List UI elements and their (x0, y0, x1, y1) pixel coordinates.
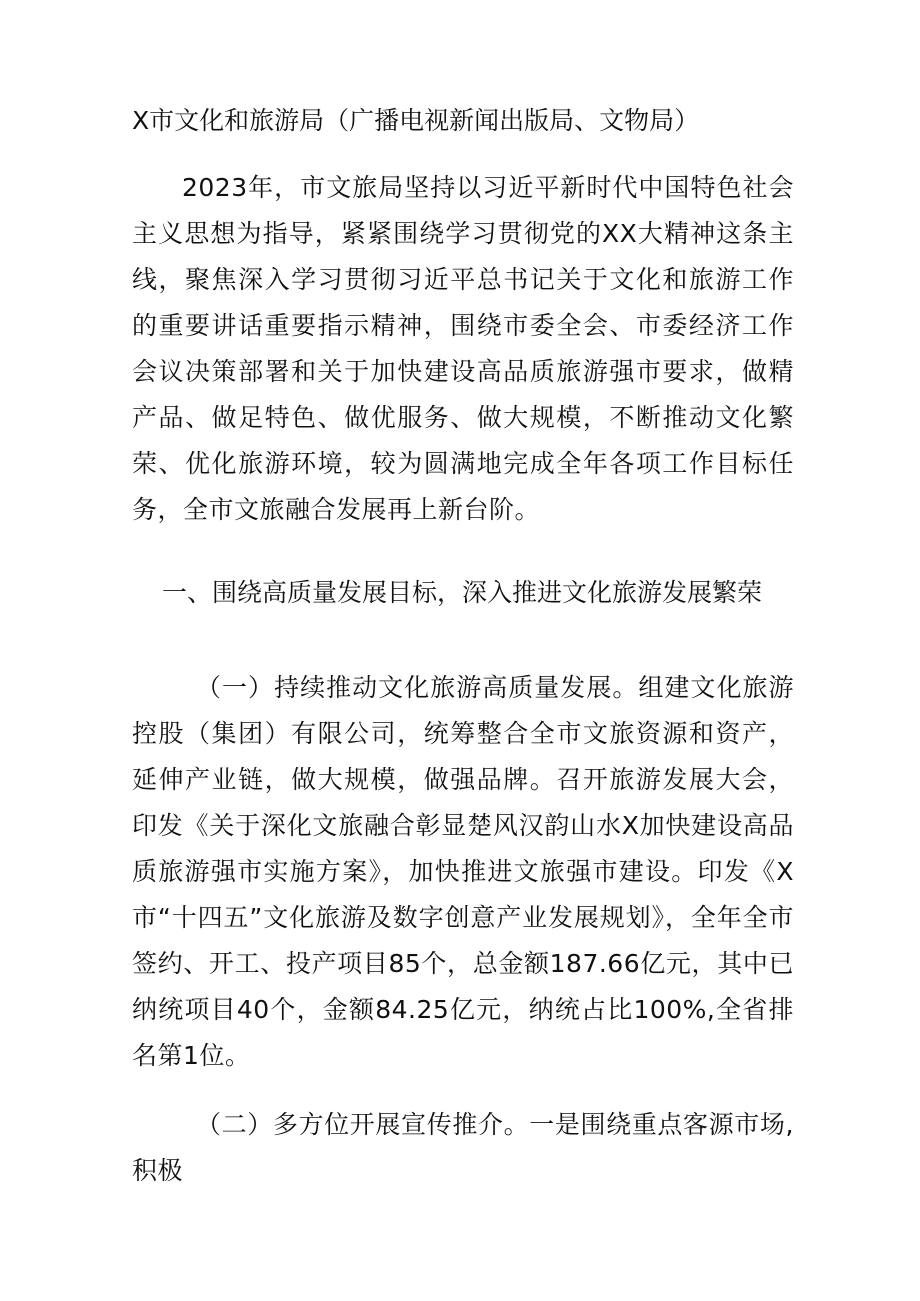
intro-paragraph: 2023年，市文旅局坚持以习近平新时代中国特色社会主义思想为指导，紧紧围绕学习贯彻党的XX大精神这条主线，聚焦深入学习贯彻习近平总书记关于文化和旅游工作的重要讲话重要指示精神，围绕市委全会、市委经济工作会议决策部署和关于加快建设高品质旅游强市要求，做精产品、做足特色、做优服务、做大规模，不断推动文化繁荣、优化旅游环境，较为圆满地完成全年各项工作目标任务，全市文旅融合发展再上新台阶。 (132, 173, 794, 524)
section-heading-1: 一、围绕高质量发展目标，深入推进文化旅游发展繁荣 (162, 578, 763, 607)
document-header: X市文化和旅游局（广播电视新闻出版局、文物局） (132, 106, 700, 135)
item-paragraph-1: （一）持续推动文化旅游高质量发展。组建文化旅游控股（集团）有限公司，统筹整合全市文旅资源和资产，延伸产业链，做大规模，做强品牌。召开旅游发展大会，印发《关于深化文旅融合彰显楚风汉韵山水X加快建设高品质旅游强市实施方案》，加快推进文旅强市建设。印发《X市“十四五”文化旅游及数字创意产业发展规划》，全年全市签约、开工、投产项目85个，总金额187.66亿元，其中已纳统项目40个，金额84.25亿元，纳统占比100%,全省排名第1位。 (132, 673, 794, 1070)
item-paragraph-2: （二）多方位开展宣传推介。一是围绕重点客源市场,积极 (132, 1110, 794, 1185)
